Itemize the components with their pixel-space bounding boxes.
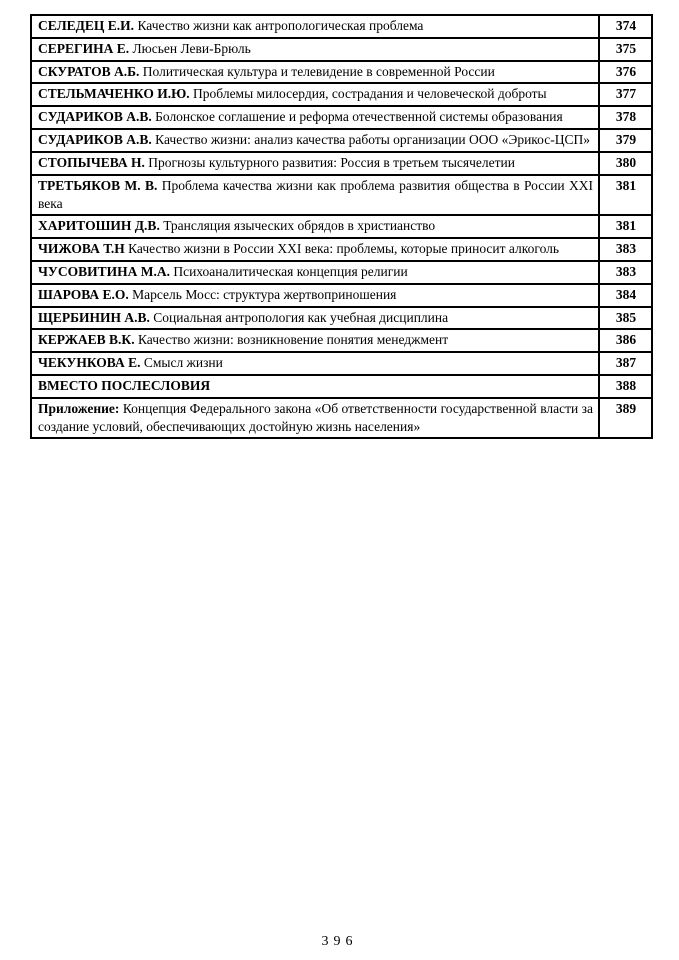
toc-entry-author: СТОПЫЧЕВА Н. — [38, 154, 145, 170]
toc-table-body — [31, 15, 652, 438]
toc-row — [31, 352, 652, 375]
toc-entry-page-number: 387 — [599, 352, 652, 375]
toc-entry-page-number: 375 — [599, 38, 652, 61]
toc-entry-page-number: 388 — [599, 375, 652, 398]
toc-row — [31, 215, 652, 238]
toc-entry-page-number: 380 — [599, 152, 652, 175]
toc-row — [31, 329, 652, 352]
toc-row — [31, 129, 652, 152]
toc-entry-author: ШАРОВА Е.О. — [38, 286, 129, 302]
toc-entry: ТРЕТЬЯКОВ М. В. Проблема качества жизни как проблема развития общества в России XXI века — [31, 175, 599, 216]
toc-entry-author: ТРЕТЬЯКОВ М. В. — [38, 177, 158, 193]
toc-entry: СЕРЕГИНА Е. Люсьен Леви-Брюль — [31, 38, 599, 61]
toc-entry-author: ЧЕКУНКОВА Е. — [38, 355, 141, 371]
toc-row — [31, 61, 652, 84]
toc-entry-author: СУДАРИКОВ А.В. — [38, 109, 152, 125]
toc-entry-author: Приложение: — [38, 400, 120, 416]
toc-entry-page-number: 381 — [599, 175, 652, 216]
toc-entry-page-number: 386 — [599, 329, 652, 352]
toc-entry: Приложение: Концепция Федерального закона «Об ответственности государственной власти за создание условий, обеспечивающих достойную жизнь населения» — [31, 398, 599, 439]
toc-row — [31, 152, 652, 175]
toc-entry-author: ХАРИТОШИН Д.В. — [38, 218, 160, 234]
toc-entry: СЕЛЕДЕЦ Е.И. Качество жизни как антропологическая проблема — [31, 15, 599, 38]
toc-entry-page-number: 389 — [599, 398, 652, 439]
toc-entry: СУДАРИКОВ А.В. Качество жизни: анализ качества работы организации ООО «Эрикос-ЦСП» — [31, 129, 599, 152]
toc-row — [31, 83, 652, 106]
toc-row — [31, 38, 652, 61]
toc-entry: ХАРИТОШИН Д.В. Трансляция языческих обрядов в христианство — [31, 215, 599, 238]
toc-entry: ЩЕРБИНИН А.В. Социальная антропология как учебная дисциплина — [31, 307, 599, 330]
toc-row — [31, 284, 652, 307]
toc-entry: ЧУСОВИТИНА М.А. Психоаналитическая концепция религии — [31, 261, 599, 284]
toc-row — [31, 238, 652, 261]
toc-entry-page-number: 383 — [599, 261, 652, 284]
toc-entry-author: ЧУСОВИТИНА М.А. — [38, 263, 170, 279]
toc-table — [30, 14, 653, 439]
toc-row — [31, 307, 652, 330]
toc-entry: ШАРОВА Е.О. Марсель Мосс: структура жертвоприношения — [31, 284, 599, 307]
toc-entry: КЕРЖАЕВ В.К. Качество жизни: возникновение понятия менеджмент — [31, 329, 599, 352]
toc-entry: СТОПЫЧЕВА Н. Прогнозы культурного развития: Россия в третьем тысячелетии — [31, 152, 599, 175]
toc-entry: ЧИЖОВА Т.Н Качество жизни в России XXI века: проблемы, которые приносит алкоголь — [31, 238, 599, 261]
toc-row — [31, 261, 652, 284]
toc-entry-page-number: 377 — [599, 83, 652, 106]
toc-entry-author: СЕРЕГИНА Е. — [38, 40, 130, 56]
toc-row — [31, 106, 652, 129]
toc-entry-page-number: 381 — [599, 215, 652, 238]
toc-entry-author: ЧИЖОВА Т.Н — [38, 241, 125, 257]
toc-entry-page-number: 383 — [599, 238, 652, 261]
toc-entry: СТЕЛЬМАЧЕНКО И.Ю. Проблемы милосердия, сострадания и человеческой доброты — [31, 83, 599, 106]
toc-row — [31, 15, 652, 38]
toc-entry-page-number: 385 — [599, 307, 652, 330]
toc-entry: СУДАРИКОВ А.В. Болонское соглашение и реформа отечественной системы образования — [31, 106, 599, 129]
toc-entry-page-number: 376 — [599, 61, 652, 84]
toc-entry-author: СКУРАТОВ А.Б. — [38, 63, 140, 79]
toc-entry-author: СЕЛЕДЕЦ Е.И. — [38, 18, 135, 33]
toc-entry-page-number: 378 — [599, 106, 652, 129]
toc-entry-author: ЩЕРБИНИН А.В. — [38, 309, 150, 325]
toc-entry-author: ВМЕСТО ПОСЛЕСЛОВИЯ — [38, 378, 211, 393]
toc-entry-page-number: 379 — [599, 129, 652, 152]
toc-entry: ЧЕКУНКОВА Е. Смысл жизни — [31, 352, 599, 375]
footer-page-number: 396 — [321, 934, 358, 949]
toc-entry-page-number: 384 — [599, 284, 652, 307]
toc-row — [31, 175, 652, 216]
toc-row — [31, 375, 652, 398]
toc-entry-author: КЕРЖАЕВ В.К. — [38, 332, 135, 348]
toc-entry-page-number: 374 — [599, 15, 652, 38]
toc-entry-author: СТЕЛЬМАЧЕНКО И.Ю. — [38, 86, 190, 102]
toc-entry-author: СУДАРИКОВ А.В. — [38, 132, 152, 148]
toc-row — [31, 398, 652, 439]
toc-entry — [31, 375, 599, 398]
toc-entry: СКУРАТОВ А.Б. Политическая культура и телевидение в современной России — [31, 61, 599, 84]
